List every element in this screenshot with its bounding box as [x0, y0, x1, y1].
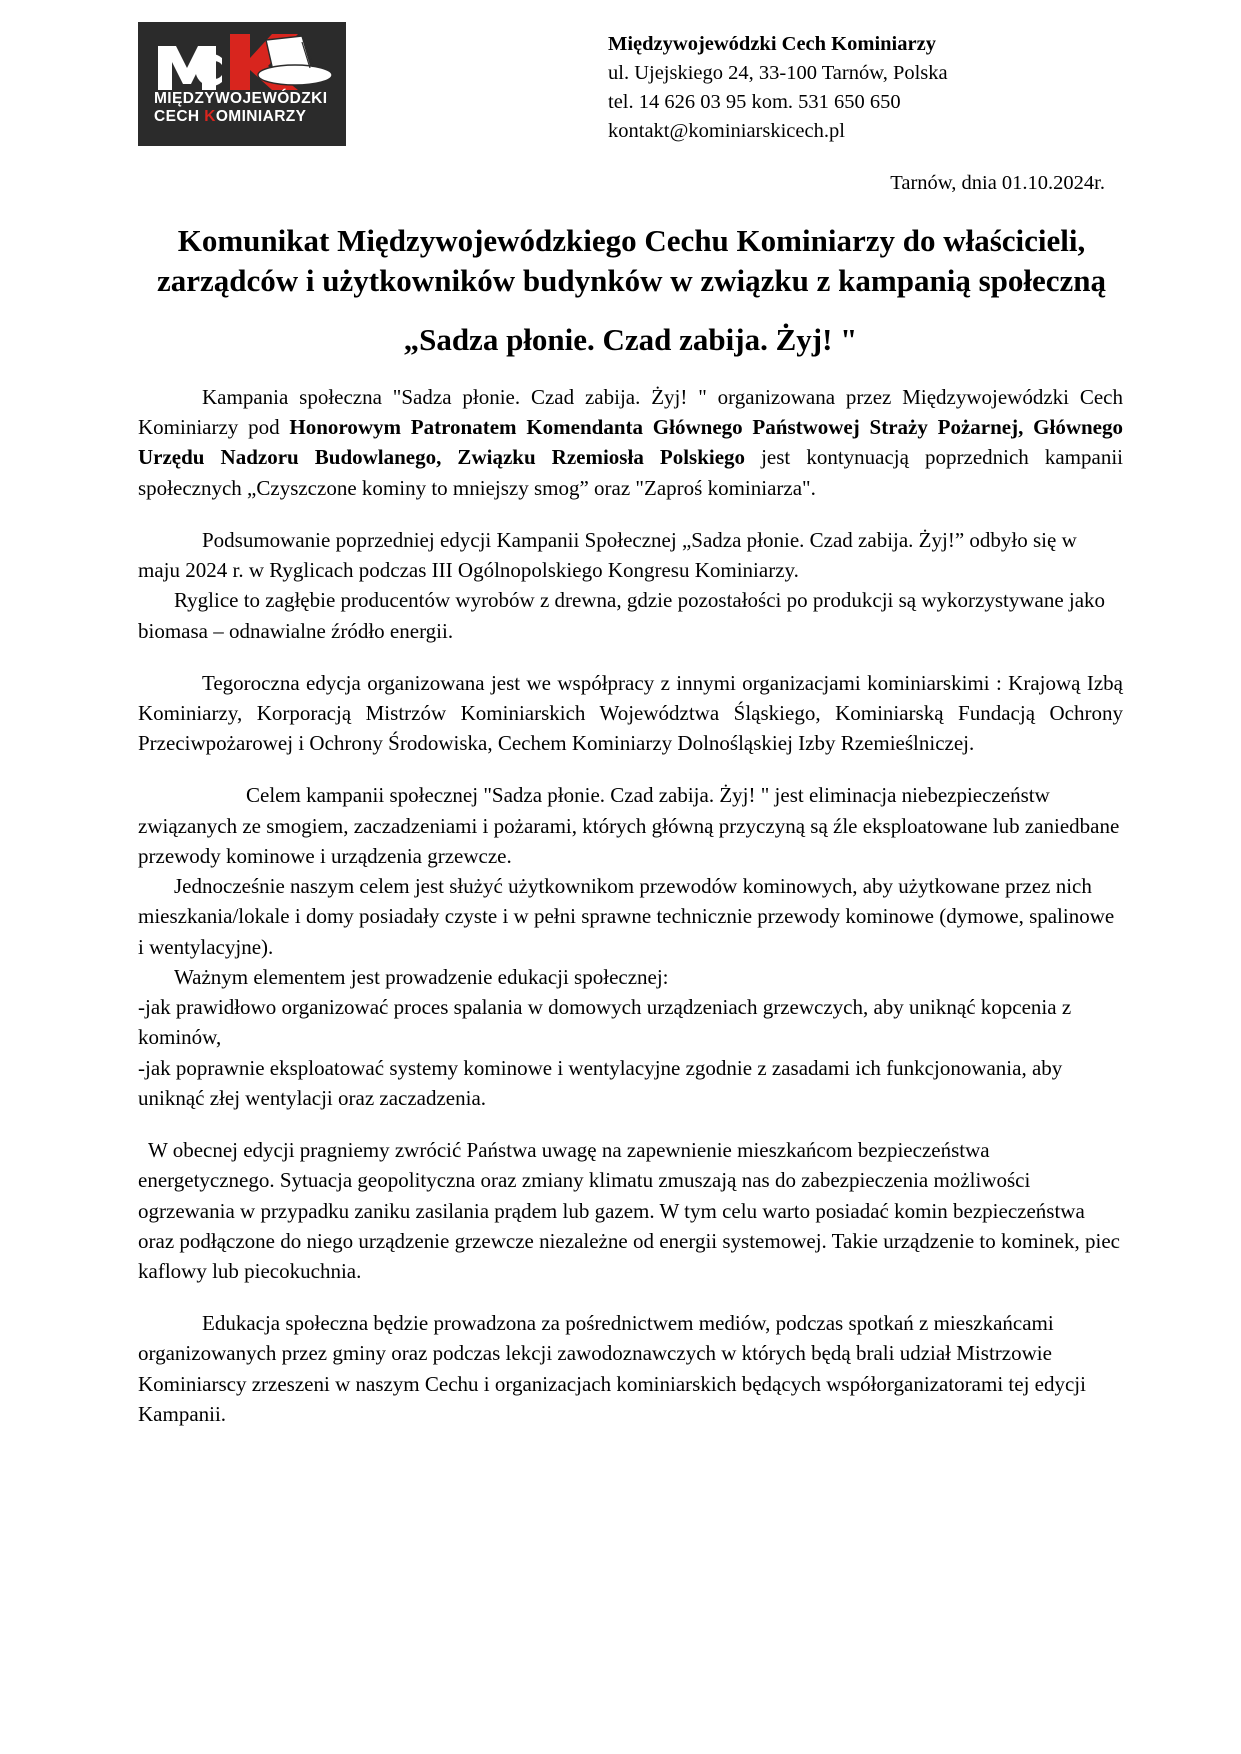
paragraph-1-part-a: Kampania społeczna "Sadza płonie. Czad zabija. Żyj! " organizowana przez Międzywojewódzki Cech Kominiarzy pod [138, 384, 1123, 440]
logo-line-2-b: OMINIARZY [215, 107, 307, 125]
paragraph-2: Podsumowanie poprzedniej edycji Kampanii Społecznej „Sadza płonie. Czad zabija. Żyj!” odbyło się w maju 2024 r. w Ryglicach podczas III Ogólnopolskiego Kongresu Kominiarzy. [138, 527, 1077, 583]
paragraph-4: Tegoroczna edycja organizowana jest we współpracy z innymi organizacjami kominiarskimi : Krajową Izbą Kominiarzy, Korporacją Mistrzów Kominiarskich Województwa Śląskiego, Kominiarską Fundacją Ochrony Przeciwpożarowej i Ochrony Środowiska, Cechem Kominiarzy Dolnośląskiej Izby Rzemieślniczej. [138, 670, 1123, 756]
logo-line-1: MIĘDZYWOJEWÓDZKI [154, 90, 328, 107]
paragraph-6: Jednocześnie naszym celem jest służyć użytkownikom przewodów kominowych, aby użytkowane przez nich mieszkania/lokale i domy posiadały czyste i w pełni sprawne technicznie przewody kominowe (dymowe, spalinowe i wentylacyjne). [138, 874, 1115, 959]
campaign-slogan: „Sadza płonie. Czad zabija. Żyj! " [403, 321, 858, 357]
paragraph-10: W obecnej edycji pragniemy zwrócić Państwa uwagę na zapewnienie mieszkańcom bezpieczeństwa energetycznego. Sytuacja geopolityczna oraz zmiany klimatu zmuszają nas do zabezpieczenia możliwości ogrzewania w przypadku zaniku zasilania prądem lub gazem. W tym celu warto posiadać komin bezpieczeństwa oraz podłączone do niego urządzenie grzewcze niezależne od energii systemowej. Takie urządzenie to kominek, piec kaflowy lub piecokuchnia. [138, 1138, 1120, 1283]
document-body [138, 382, 1123, 1429]
logo-subtitle [154, 90, 338, 126]
paragraph-1 [138, 382, 1123, 503]
paragraph-7: Ważnym elementem jest prowadzenie edukacji społecznej: [174, 964, 669, 989]
paragraph-5: Celem kampanii społecznej "Sadza płonie. Czad zabija. Żyj! " jest eliminacja niebezpieczeństw związanych ze smogiem, zaczadzeniami i pożarami, których główną przyczyną są źle eksploatowane lub zaniedbane przewody kominowe i urządzenia grzewcze. [138, 783, 1120, 868]
date-line: Tarnów, dnia 01.10.2024r. [890, 172, 1105, 194]
logo-line-2-a: CECH [154, 107, 205, 125]
document-header [138, 18, 1123, 158]
organization-phone: tel. 14 626 03 95 kom. 531 650 650 [608, 91, 901, 114]
organization-name: Międzywojewódzki Cech Kominiarzy [608, 33, 936, 55]
paragraph-9: -jak poprawnie eksploatować systemy kominowe i wentylacyjne zgodnie z zasadami ich funkcjonowania, aby uniknąć złej wentylacji oraz zaczadzenia. [138, 1055, 1063, 1110]
paragraph-11: Edukacja społeczna będzie prowadzona za pośrednictwem mediów, podczas spotkań z mieszkańcami organizowanych przez gminy oraz podczas lekcji zawodoznawczych w których będą brali udział Mistrzowie Kominiarscy zrzeszeni w naszym Cechu i organizacjach kominiarskich będących współorganizatorami tej edycji Kampanii. [138, 1311, 1086, 1426]
paragraph-8: -jak prawidłowo organizować proces spalania w domowych urządzeniach grzewczych, aby uniknąć kopcenia z kominów, [138, 995, 1072, 1050]
logo-line-2 [154, 108, 338, 126]
mck-logo-icon [152, 32, 332, 94]
paragraph-1-patronage: Honorowym Patronatem Komendanta Głównego Państwowej Straży Pożarnej, Głównego Urzędu Nadzoru Budowlanego, Związku Rzemiosła Polskiego [138, 415, 1123, 470]
organization-address: ul. Ujejskiego 24, 33-100 Tarnów, Polska [608, 62, 948, 85]
page-title: Komunikat Międzywojewódzkiego Cechu Kominiarzy do właścicieli, zarządców i użytkowników budynków w związku z kampanią społeczną [156, 223, 1107, 299]
paragraph-1-part-b: jest kontynuacją poprzednich kampanii społecznych „Czyszczone kominy to mniejszy smog” oraz "Zaproś kominiarza". [138, 445, 1123, 500]
guild-logo [138, 22, 346, 146]
paragraph-3: Ryglice to zagłębie producentów wyrobów z drewna, gdzie pozostałości po produkcji są wykorzystywane jako biomasa – odnawialne źródło energii. [138, 588, 1106, 643]
organization-contact-block [608, 18, 948, 146]
logo-line-2-k: K [204, 107, 216, 125]
organization-email: kontakt@kominiarskicech.pl [608, 120, 845, 143]
